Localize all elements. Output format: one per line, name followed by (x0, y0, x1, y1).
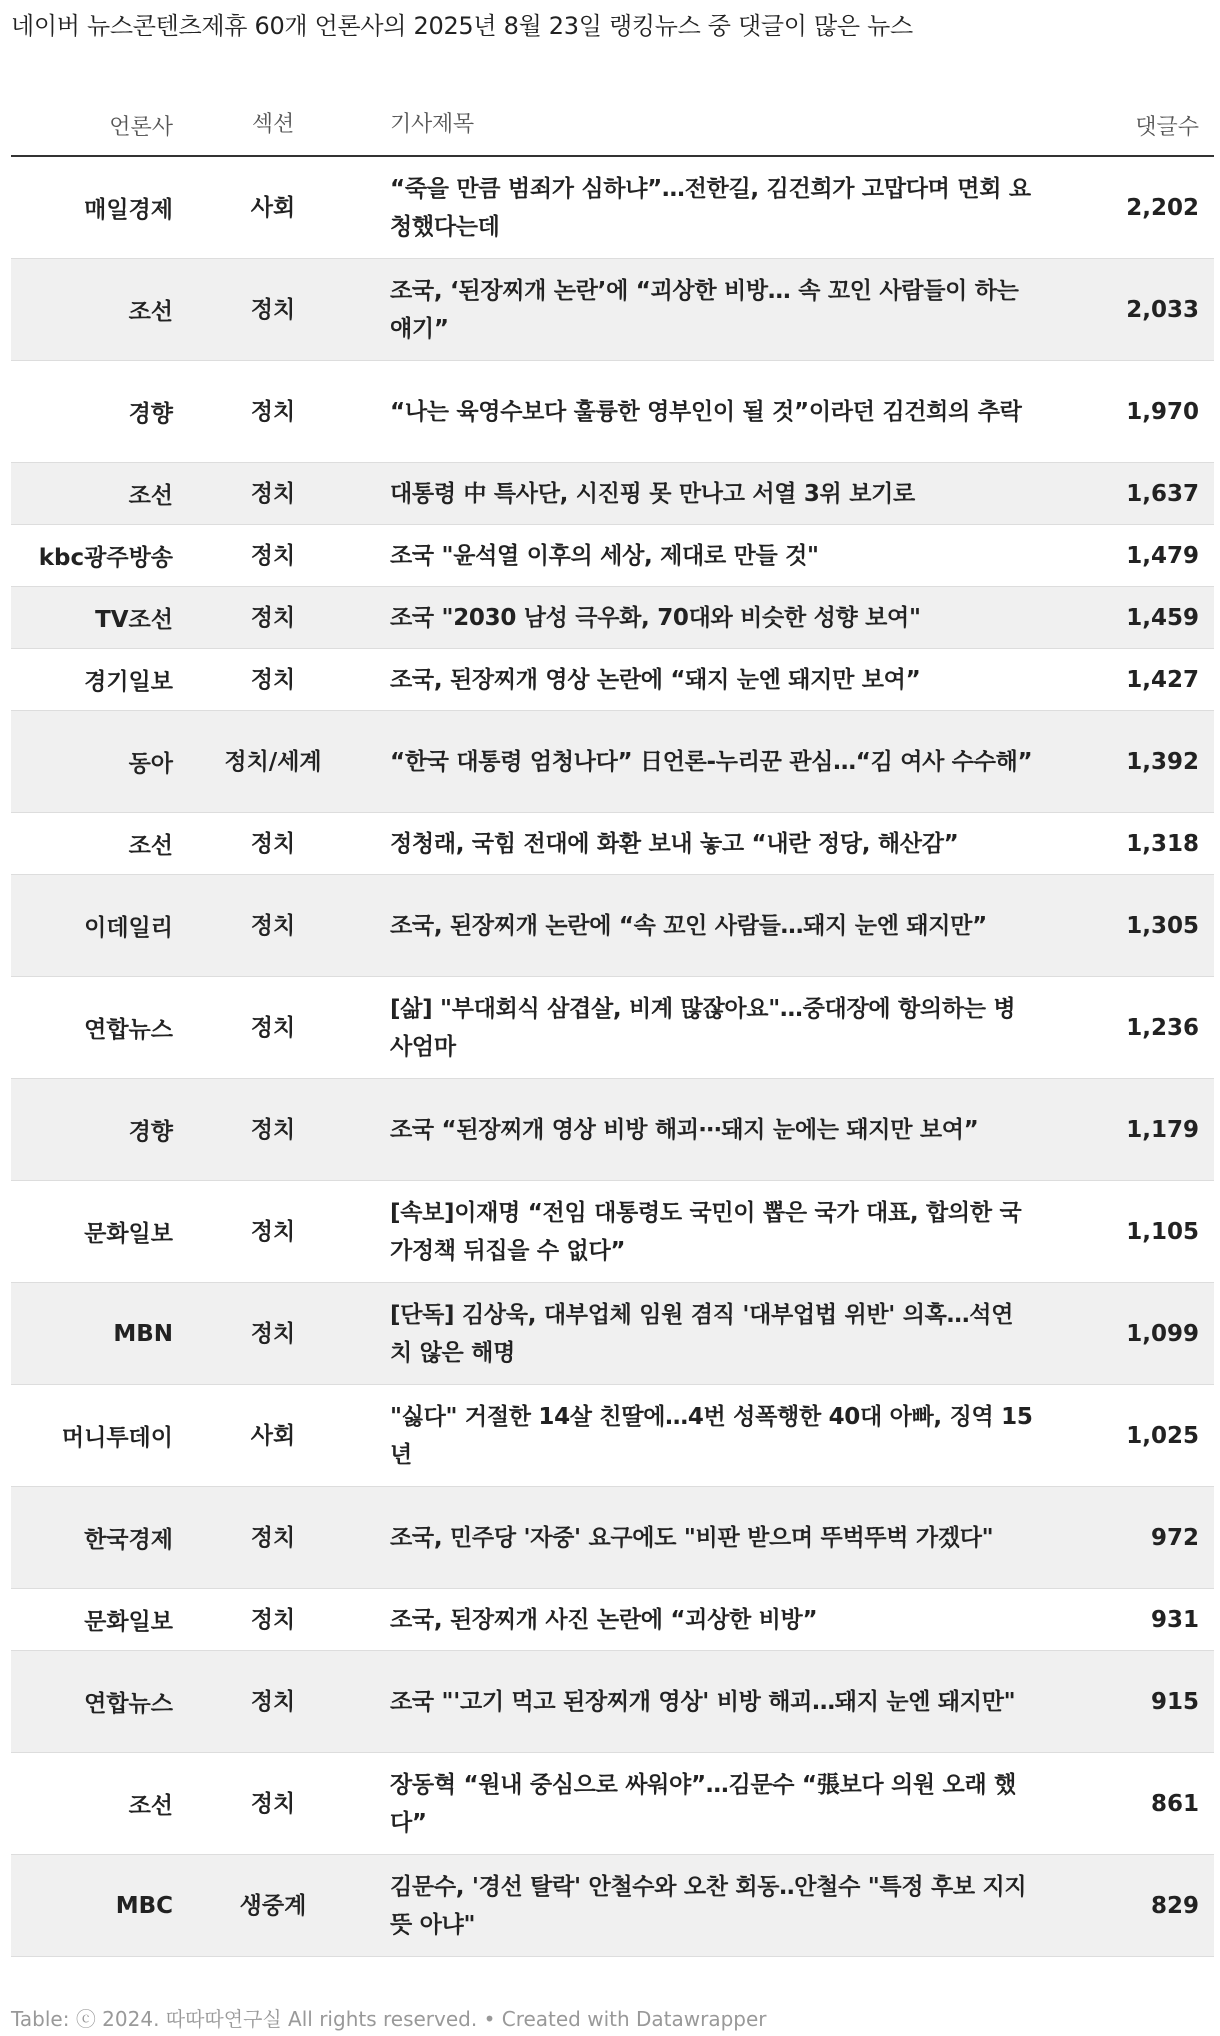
comment-count-cell: 1,392 (1126, 748, 1199, 775)
outlet-cell: TV조선 (95, 607, 173, 633)
outlet-cell: 문화일보 (84, 1221, 173, 1247)
section-cell: 정치 (250, 1014, 296, 1041)
article-title-cell: 김문수, '경선 탈락' 안철수와 오찬 회동‥안철수 "특정 후보 지지 뜻 아냐" (390, 1873, 1027, 1938)
section-cell: 사회 (250, 1422, 296, 1449)
header-comment-count[interactable]: 댓글수 (1135, 114, 1199, 140)
article-title-cell: 장동혁 “원내 중심으로 싸워야”…김문수 “張보다 의원 오래 했다” (390, 1771, 1016, 1836)
section-cell: 정치 (250, 604, 296, 631)
outlet-cell: 이데일리 (84, 915, 173, 941)
table-header (11, 95, 1214, 157)
section-cell: 정치 (250, 542, 296, 569)
table-row (11, 525, 1214, 587)
outlet-cell: 경향 (128, 1119, 173, 1145)
article-title-cell: 조국, ‘된장찌개 논란’에 “괴상한 비방… 속 꼬인 사람들이 하는 얘기” (390, 277, 1019, 342)
comment-count-cell: 1,236 (1126, 1014, 1199, 1041)
section-cell: 정치 (250, 1116, 296, 1143)
outlet-cell: 경향 (128, 401, 173, 427)
article-title-cell: “나는 육영수보다 훌륭한 영부인이 될 것”이라던 김건희의 추락 (390, 398, 1022, 425)
outlet-cell: 연합뉴스 (84, 1691, 173, 1717)
comment-count-cell: 1,970 (1126, 398, 1199, 425)
comment-count-cell: 2,033 (1126, 296, 1199, 323)
table-row (11, 711, 1214, 813)
comment-count-cell: 1,099 (1126, 1320, 1199, 1347)
table-row (11, 1283, 1214, 1385)
article-title-cell: 조국 "윤석열 이후의 세상, 제대로 만들 것" (390, 542, 819, 569)
outlet-cell: 연합뉴스 (84, 1017, 173, 1043)
article-title-cell: 조국, 된장찌개 영상 논란에 “돼지 눈엔 돼지만 보여” (390, 666, 921, 693)
comment-count-cell: 861 (1150, 1790, 1199, 1817)
outlet-cell: 머니투데이 (61, 1425, 173, 1451)
section-cell: 정치 (250, 912, 296, 939)
outlet-cell: MBN (113, 1320, 173, 1347)
table-row (11, 1181, 1214, 1283)
section-cell: 사회 (250, 194, 296, 221)
article-title-cell: 조국, 된장찌개 사진 논란에 “괴상한 비방” (390, 1606, 818, 1633)
table-row (11, 1855, 1214, 1957)
outlet-cell: 동아 (128, 751, 173, 777)
outlet-cell: 한국경제 (84, 1527, 173, 1553)
section-cell: 정치 (250, 1790, 296, 1817)
table-row (11, 157, 1214, 259)
outlet-cell: MBC (115, 1892, 173, 1919)
comment-count-cell: 1,427 (1126, 666, 1199, 693)
comments-table (11, 95, 1214, 1957)
section-cell: 정치/세계 (224, 748, 322, 775)
table-row (11, 813, 1214, 875)
table-body (11, 157, 1214, 1957)
table-row (11, 361, 1214, 463)
section-cell: 정치 (250, 1320, 296, 1347)
section-cell: 정치 (250, 666, 296, 693)
comment-count-cell: 931 (1150, 1606, 1199, 1633)
section-cell: 정치 (250, 480, 296, 507)
table-row (11, 977, 1214, 1079)
article-title-cell: [삶] "부대회식 삼겹살, 비계 많잖아요"…중대장에 항의하는 병사엄마 (390, 995, 1016, 1060)
table-row (11, 1651, 1214, 1753)
table-row (11, 1487, 1214, 1589)
comment-count-cell: 2,202 (1126, 194, 1199, 221)
article-title-cell: 대통령 中 특사단, 시진핑 못 만나고 서열 3위 보기로 (390, 480, 915, 507)
article-title-cell: [속보]이재명 “전임 대통령도 국민이 뽑은 국가 대표, 합의한 국가정책 뒤집을 수 없다” (390, 1199, 1022, 1264)
table-row (11, 1589, 1214, 1651)
article-title-cell: 조국 "'고기 먹고 된장찌개 영상' 비방 해괴…돼지 눈엔 돼지만" (390, 1688, 1016, 1715)
article-title-cell: 조국 “된장찌개 영상 비방 해괴⋯돼지 눈에는 돼지만 보여” (390, 1116, 979, 1143)
header-section[interactable]: 섹션 (251, 112, 295, 137)
outlet-cell: 경기일보 (84, 669, 173, 695)
table-row (11, 1385, 1214, 1487)
article-title-cell: “한국 대통령 엄청나다” 日언론-누리꾼 관심…“김 여사 수수해” (390, 748, 1033, 775)
article-title-cell: 조국, 민주당 '자중' 요구에도 "비판 받으며 뚜벅뚜벅 가겠다" (390, 1524, 994, 1551)
header-outlet[interactable]: 언론사 (109, 114, 173, 140)
outlet-cell: 조선 (128, 1793, 173, 1819)
article-title-cell: 정청래, 국힘 전대에 화환 보내 놓고 “내란 정당, 해산감” (390, 830, 959, 857)
table-row (11, 259, 1214, 361)
article-title-cell: “죽을 만큼 범죄가 심하냐”…전한길, 김건희가 고맙다며 면회 요청했다는데 (390, 175, 1031, 240)
section-cell: 정치 (250, 830, 296, 857)
table-row (11, 1753, 1214, 1855)
outlet-cell: 조선 (128, 833, 173, 859)
article-title-cell: "싫다" 거절한 14살 친딸에…4번 성폭행한 40대 아빠, 징역 15년 (390, 1403, 1033, 1468)
comment-count-cell: 1,179 (1126, 1116, 1199, 1143)
comment-count-cell: 1,025 (1126, 1422, 1199, 1449)
article-title-cell: 조국 "2030 남성 극우화, 70대와 비슷한 성향 보여" (390, 604, 921, 631)
comment-count-cell: 1,105 (1126, 1218, 1199, 1245)
outlet-cell: 조선 (128, 483, 173, 509)
article-title-cell: [단독] 김상욱, 대부업체 임원 겸직 '대부업법 위반' 의혹…석연치 않은 해명 (390, 1301, 1014, 1366)
comment-count-cell: 972 (1150, 1524, 1199, 1551)
comment-count-cell: 915 (1150, 1688, 1199, 1715)
comment-count-cell: 1,459 (1126, 604, 1199, 631)
outlet-cell: 조선 (128, 299, 173, 325)
comment-count-cell: 1,637 (1126, 480, 1199, 507)
outlet-cell: 매일경제 (84, 197, 173, 223)
comment-count-cell: 1,318 (1126, 830, 1199, 857)
table-row (11, 587, 1214, 649)
section-cell: 정치 (250, 296, 296, 323)
page-title: 네이버 뉴스콘텐츠제휴 60개 언론사의 2025년 8월 23일 랭킹뉴스 중 댓글이 많은 뉴스 (11, 12, 913, 40)
section-cell: 정치 (250, 1688, 296, 1715)
header-article-title[interactable]: 기사제목 (390, 112, 474, 137)
article-title-cell: 조국, 된장찌개 논란에 “속 꼬인 사람들…돼지 눈엔 돼지만” (390, 912, 987, 939)
footer-credit: Table: ⓒ 2024. 따따따연구실 All rights reserved. • Created with Datawrapper (11, 2007, 767, 2031)
section-cell: 정치 (250, 1218, 296, 1245)
section-cell: 정치 (250, 1524, 296, 1551)
table-row (11, 875, 1214, 977)
section-cell: 정치 (250, 398, 296, 425)
outlet-cell: kbc광주방송 (38, 545, 173, 571)
section-cell: 정치 (250, 1606, 296, 1633)
section-cell: 생중계 (239, 1892, 307, 1919)
outlet-cell: 문화일보 (84, 1609, 173, 1635)
table-row (11, 1079, 1214, 1181)
table-row (11, 463, 1214, 525)
comment-count-cell: 1,479 (1126, 542, 1199, 569)
comment-count-cell: 829 (1150, 1892, 1199, 1919)
comment-count-cell: 1,305 (1126, 912, 1199, 939)
table-row (11, 649, 1214, 711)
